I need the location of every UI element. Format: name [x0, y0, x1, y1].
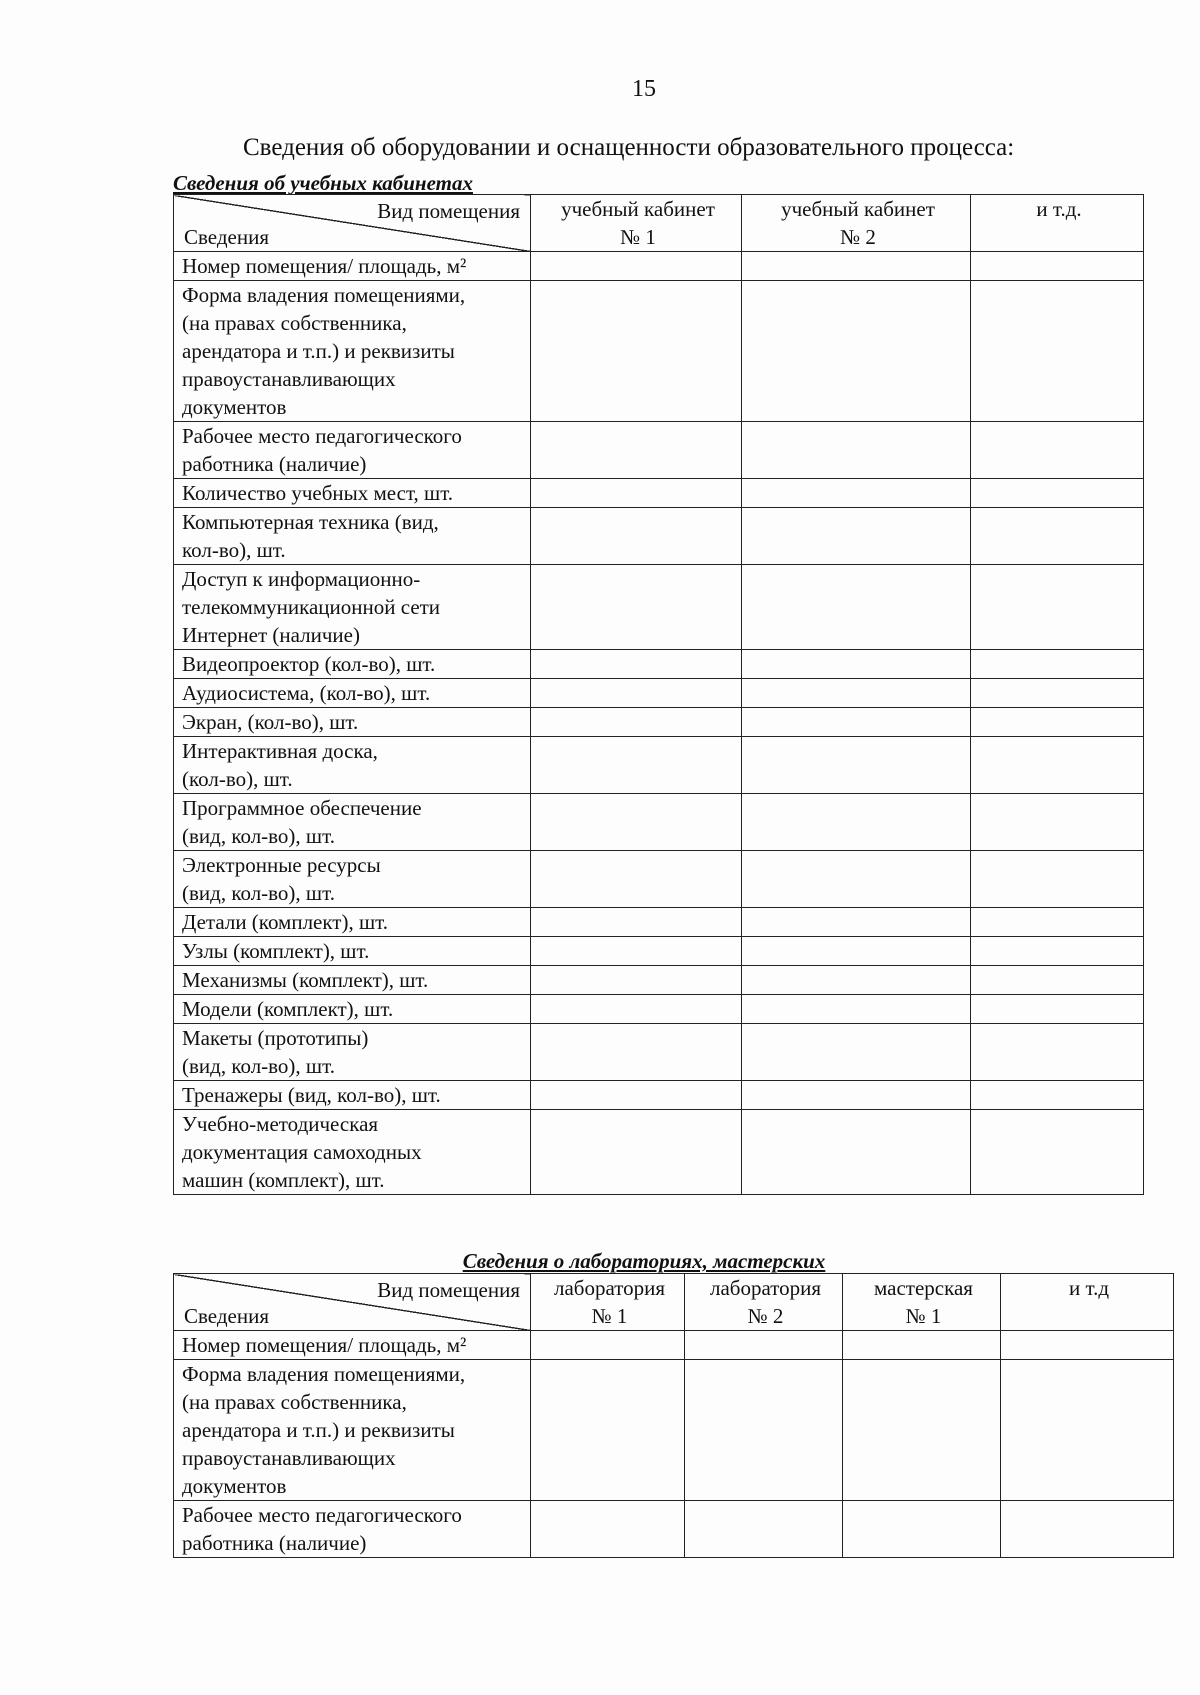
empty-value-cell[interactable] [531, 1501, 685, 1558]
empty-value-cell[interactable] [531, 966, 742, 995]
empty-value-cell[interactable] [531, 679, 742, 708]
empty-value-cell[interactable] [531, 479, 742, 508]
empty-value-cell[interactable] [742, 708, 971, 737]
empty-value-cell[interactable] [742, 565, 971, 650]
empty-value-cell[interactable] [742, 422, 971, 479]
classrooms-table [173, 194, 1144, 1195]
empty-value-cell[interactable] [742, 650, 971, 679]
column-header-title: и т.д [1068, 1276, 1110, 1300]
empty-value-cell[interactable] [531, 708, 742, 737]
empty-value-cell[interactable] [843, 1360, 1001, 1501]
row-label: Количество учебных мест, шт. [174, 479, 531, 508]
row-label: Форма владения помещениями, (на правах собственника, арендатора и т.п.) и реквизиты правоустанавливающих документов [174, 281, 531, 422]
column-header-number: № 1 [620, 225, 656, 249]
row-label: Тренажеры (вид, кол-во), шт. [174, 1081, 531, 1110]
labs-table [173, 1273, 1174, 1558]
column-header-title: учебный кабинет [781, 197, 935, 221]
empty-value-cell[interactable] [1001, 1360, 1174, 1501]
table-row [174, 1024, 1144, 1081]
info-label: Сведения [184, 225, 269, 249]
table-row [174, 908, 1144, 937]
empty-value-cell[interactable] [971, 1081, 1144, 1110]
empty-value-cell[interactable] [971, 281, 1144, 422]
table-row [174, 508, 1144, 565]
room-type-label: Вид помещения [377, 199, 520, 223]
empty-value-cell[interactable] [531, 1331, 685, 1360]
empty-value-cell[interactable] [1001, 1331, 1174, 1360]
table-row [174, 708, 1144, 737]
row-label: Электронные ресурсы (вид, кол-во), шт. [174, 851, 531, 908]
row-label: Форма владения помещениями, (на правах собственника, арендатора и т.п.) и реквизиты правоустанавливающих документов [174, 1360, 531, 1501]
empty-value-cell[interactable] [971, 1110, 1144, 1195]
column-header [685, 1274, 843, 1331]
column-header [531, 1274, 685, 1331]
row-label: Узлы (комплект), шт. [174, 937, 531, 966]
row-label: Модели (комплект), шт. [174, 995, 531, 1024]
column-header [742, 195, 971, 252]
column-header-number: № 2 [840, 225, 876, 249]
row-label: Доступ к информационно- телекоммуникационной сети Интернет (наличие) [174, 565, 531, 650]
labs-table-caption: Сведения о лабораториях, мастерских [462, 1249, 826, 1273]
empty-value-cell[interactable] [531, 1081, 742, 1110]
empty-value-cell[interactable] [531, 565, 742, 650]
table-row [174, 565, 1144, 650]
row-label: Номер помещения/ площадь, м² [174, 252, 531, 281]
empty-value-cell[interactable] [531, 737, 742, 794]
empty-value-cell[interactable] [843, 1501, 1001, 1558]
table-row [174, 281, 1144, 422]
row-label: Рабочее место педагогического работника (наличие) [174, 1501, 531, 1558]
empty-value-cell[interactable] [971, 252, 1144, 281]
empty-value-cell[interactable] [742, 737, 971, 794]
empty-value-cell[interactable] [971, 794, 1144, 851]
table-row [174, 650, 1144, 679]
empty-value-cell[interactable] [685, 1331, 843, 1360]
row-label: Детали (комплект), шт. [174, 908, 531, 937]
empty-value-cell[interactable] [742, 479, 971, 508]
column-header-title: лаборатория [709, 1276, 822, 1300]
empty-value-cell[interactable] [742, 966, 971, 995]
row-label: Интерактивная доска, (кол-во), шт. [174, 737, 531, 794]
empty-value-cell[interactable] [531, 1024, 742, 1081]
empty-value-cell[interactable] [971, 995, 1144, 1024]
empty-value-cell[interactable] [531, 794, 742, 851]
empty-value-cell[interactable] [742, 995, 971, 1024]
empty-value-cell[interactable] [531, 908, 742, 937]
row-label: Номер помещения/ площадь, м² [174, 1331, 531, 1360]
empty-value-cell[interactable] [531, 252, 742, 281]
table-row [174, 1501, 1174, 1558]
column-header-title: лаборатория [553, 1276, 666, 1300]
table-row [174, 1360, 1174, 1501]
table-row [174, 966, 1144, 995]
table-row [174, 937, 1144, 966]
empty-value-cell[interactable] [531, 650, 742, 679]
empty-value-cell[interactable] [971, 1024, 1144, 1081]
table-row [174, 794, 1144, 851]
empty-value-cell[interactable] [742, 508, 971, 565]
empty-value-cell[interactable] [971, 851, 1144, 908]
empty-value-cell[interactable] [971, 508, 1144, 565]
table-row [174, 1331, 1174, 1360]
table-row [174, 679, 1144, 708]
empty-value-cell[interactable] [742, 851, 971, 908]
row-label: Механизмы (комплект), шт. [174, 966, 531, 995]
column-header-number: № 2 [747, 1304, 784, 1328]
table-row [174, 737, 1144, 794]
document-heading: Сведения об оборудовании и оснащенности образовательного процесса: [243, 134, 1015, 161]
empty-value-cell[interactable] [843, 1331, 1001, 1360]
empty-value-cell[interactable] [685, 1360, 843, 1501]
empty-value-cell[interactable] [531, 422, 742, 479]
row-label: Макеты (прототипы) (вид, кол-во), шт. [174, 1024, 531, 1081]
empty-value-cell[interactable] [742, 1110, 971, 1195]
empty-value-cell[interactable] [742, 794, 971, 851]
column-header [1001, 1274, 1174, 1331]
room-type-label: Вид помещения [377, 1278, 520, 1302]
empty-value-cell[interactable] [685, 1501, 843, 1558]
info-label: Сведения [184, 1304, 269, 1328]
empty-value-cell[interactable] [971, 650, 1144, 679]
empty-value-cell[interactable] [531, 281, 742, 422]
empty-value-cell[interactable] [531, 1360, 685, 1501]
header-row [174, 1274, 1174, 1331]
diagonal-header-cell [174, 1274, 531, 1331]
empty-value-cell[interactable] [971, 708, 1144, 737]
column-header [971, 195, 1144, 252]
empty-value-cell[interactable] [742, 937, 971, 966]
table-row [174, 851, 1144, 908]
column-header-number: № 1 [591, 1304, 628, 1328]
column-header-title: учебный кабинет [561, 197, 715, 221]
empty-value-cell[interactable] [742, 679, 971, 708]
table-row [174, 995, 1144, 1024]
empty-value-cell[interactable] [531, 995, 742, 1024]
empty-value-cell[interactable] [742, 252, 971, 281]
empty-value-cell[interactable] [971, 966, 1144, 995]
column-header-title: мастерская [874, 1276, 973, 1300]
row-label: Рабочее место педагогического работника (наличие) [174, 422, 531, 479]
empty-value-cell[interactable] [971, 565, 1144, 650]
row-label: Учебно-методическая документация самоходных машин (комплект), шт. [174, 1110, 531, 1195]
empty-value-cell[interactable] [971, 422, 1144, 479]
empty-value-cell[interactable] [531, 851, 742, 908]
column-header [531, 195, 742, 252]
page-number: 15 [632, 76, 656, 102]
classrooms-table-caption: Сведения об учебных кабинетах [173, 171, 473, 195]
table-row [174, 1081, 1144, 1110]
column-header-number: № 1 [905, 1304, 942, 1328]
row-label: Видеопроектор (кол-во), шт. [174, 650, 531, 679]
empty-value-cell[interactable] [1001, 1501, 1174, 1558]
empty-value-cell[interactable] [742, 281, 971, 422]
column-header-title: и т.д. [1036, 197, 1082, 221]
empty-value-cell[interactable] [742, 1081, 971, 1110]
table-row [174, 479, 1144, 508]
empty-value-cell[interactable] [531, 937, 742, 966]
empty-value-cell[interactable] [531, 1110, 742, 1195]
empty-value-cell[interactable] [971, 479, 1144, 508]
header-row [174, 195, 1144, 252]
empty-value-cell[interactable] [742, 1024, 971, 1081]
row-label: Экран, (кол-во), шт. [174, 708, 531, 737]
empty-value-cell[interactable] [742, 908, 971, 937]
empty-value-cell[interactable] [971, 679, 1144, 708]
row-label: Аудиосистема, (кол-во), шт. [174, 679, 531, 708]
empty-value-cell[interactable] [971, 737, 1144, 794]
row-label: Компьютерная техника (вид, кол-во), шт. [174, 508, 531, 565]
row-label: Программное обеспечение (вид, кол-во), шт. [174, 794, 531, 851]
table-row [174, 1110, 1144, 1195]
table-row [174, 252, 1144, 281]
column-header [843, 1274, 1001, 1331]
table-row [174, 422, 1144, 479]
empty-value-cell[interactable] [971, 937, 1144, 966]
empty-value-cell[interactable] [531, 508, 742, 565]
empty-value-cell[interactable] [971, 908, 1144, 937]
diagonal-header-cell [174, 195, 531, 252]
